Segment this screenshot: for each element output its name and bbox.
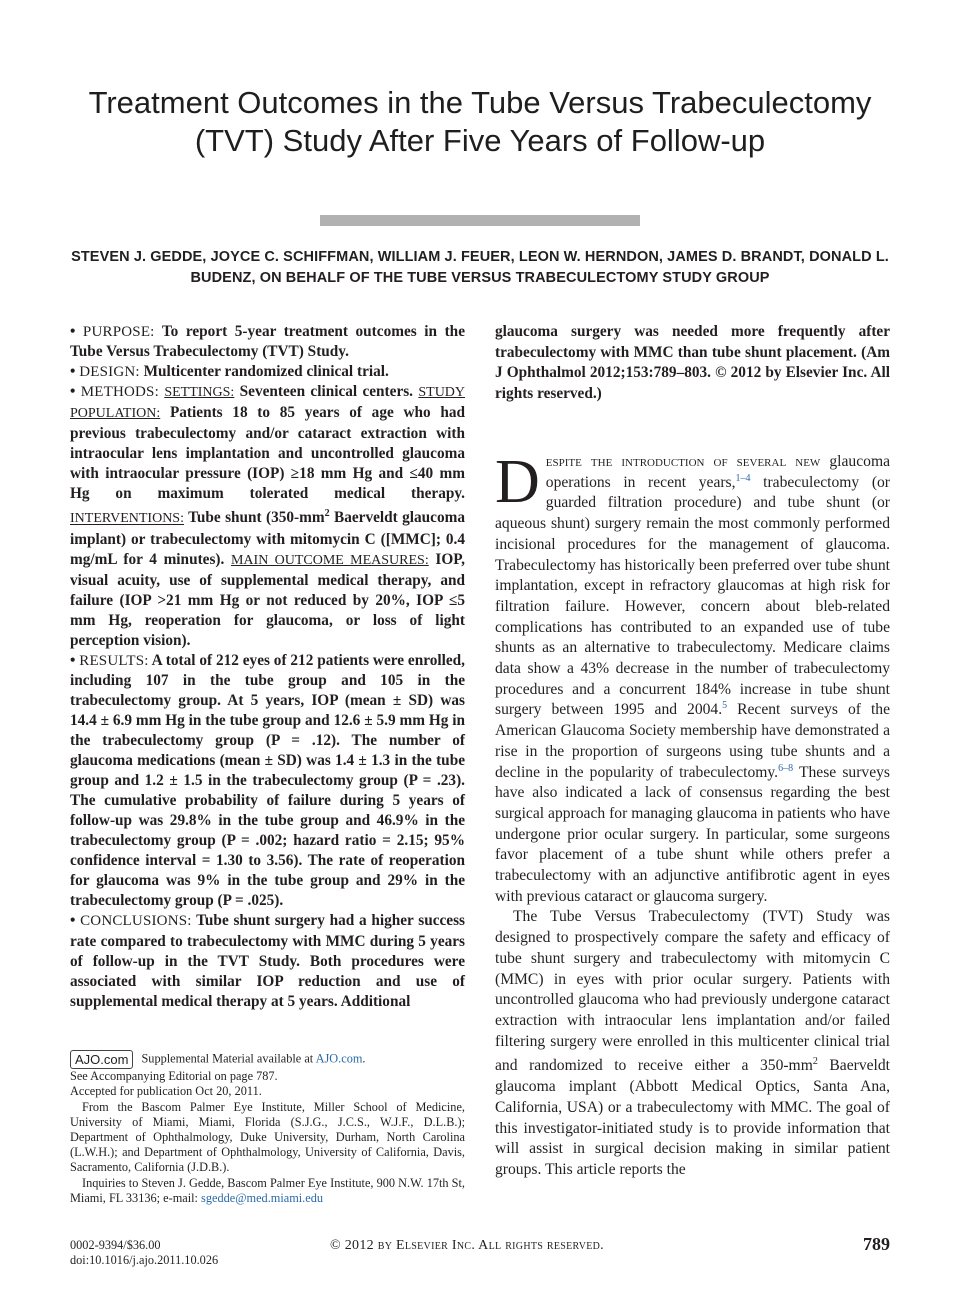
abstract-left-column xyxy=(70,322,465,1012)
inquiries-note xyxy=(70,1176,465,1206)
abstract-results: • RESULTS: A total of 212 eyes of 212 patients were enrolled, including 107 in the tube group and 105 in the trabeculectomy group. At 5 years, IOP (mean ± SD) was 14.4 ± 6.9 mm Hg in the tube group and 12.6 ± 5.9 mm Hg in the trabeculectomy group (P = .12). The number of glaucoma medications (mean ± SD) was 1.4 ± 1.3 in the tube group and 1.2 ± 1.5 in the trabeculectomy group (P = .23). The cumulative probability of failure during 5 years of follow-up was 29.8% in the tube group and 46.9% in the trabeculectomy group (P = .002; hazard ratio = 2.15; 95% confidence interval = 1.30 to 3.56). The rate of reoperation for glaucoma was 9% in the tube group and 29% in the trabeculectomy group (P = .025). xyxy=(70,651,466,910)
population-text: Patients 18 to 85 years of age who had previous trabeculectomy and/or cataract extraction with intraocular lens implantation and uncontrolled glaucoma with intraocular pressure (IOP) ≥18 mm Hg and ≤40 mm Hg on maximum tolerated medical therapy. xyxy=(70,404,466,503)
doi: doi:10.1016/j.ajo.2011.10.026 xyxy=(70,1252,219,1267)
abstract-methods: • METHODS: SETTINGS: Seventeen clinical centers. STUDY POPULATION: Patients 18 to 85 years of age who had previous trabeculectomy and/or cataract extraction with intraocular lens implantation and uncontrolled glaucoma with intraocular pressure (IOP) ≥18 mm Hg and ≤40 mm Hg on maximum tolerated medical therapy. INTERVENTIONS: Tube shunt ($350-mm^2$ Baerveldt glaucoma implant) or trabeculectomy with mitomycin C ([MMC]; 0.4 mg/mL for 4 minutes). MAIN OUTCOME MEASURES: IOP, visual acuity, use of supplemental medical therapy, and failure (IOP >21 mm Hg or not reduced by 20%, IOP ≤5 mm Hg, reoperation for glaucoma, or loss of light perception vision). xyxy=(70,383,466,649)
copyright-notice: © 2012 by Elsevier Inc. All rights reserved. xyxy=(330,1238,604,1253)
body-paragraph-2 xyxy=(495,907,890,1180)
settings-label: SETTINGS: xyxy=(164,385,235,401)
title-divider xyxy=(320,215,640,226)
design-text: Multicenter randomized clinical trial. xyxy=(143,363,389,381)
body-p2-b: Baerveldt glaucoma implant (Abbott Medical Optics, Santa Ana, California, USA) or a trabeculectomy with MMC. The goal of this investigator-initiated study is to provide information that will assist in surgical decision making in similar patient groups. This article reports the xyxy=(495,1057,890,1179)
citation-6-8[interactable]: 6–8 xyxy=(778,762,794,774)
supplemental-note xyxy=(70,1050,465,1069)
outcomes-label: MAIN OUTCOME MEASURES: xyxy=(230,552,429,568)
abstract-continuation: glaucoma surgery was needed more frequently after trabeculectomy with MMC than tube shunt placement. (Am J Ophthalmol 2012;153:789–803. © 2012 by Elsevier Inc. All rights reserved.) xyxy=(495,323,890,402)
abstract-design: • DESIGN: Multicenter randomized clinical trial. xyxy=(70,363,389,381)
body-p2-sup: 2 xyxy=(812,1056,818,1068)
drop-cap: D xyxy=(495,448,540,516)
inquiries-text: Inquiries to Steven J. Gedde, Bascom Palmer Eye Institute, 900 N.W. 17th St, Miami, FL 33136; e-mail: xyxy=(70,1175,465,1205)
body-paragraph-1 xyxy=(495,448,891,907)
ajo-link[interactable]: AJO.com xyxy=(315,1051,363,1066)
editorial-note: See Accompanying Editorial on page 787. xyxy=(70,1069,278,1084)
author-list: STEVEN J. GEDDE, JOYCE C. SCHIFFMAN, WILLIAM J. FEUER, LEON W. HERNDON, JAMES D. BRANDT, DONALD L. BUDENZ, ON BEHALF OF THE TUBE VERSUS TRABECULECTOMY STUDY GROUP xyxy=(71,249,889,286)
citation-1-4[interactable]: 1–4 xyxy=(735,472,751,484)
interventions-text-b: Baerveldt glaucoma implant) or trabeculectomy with mitomycin C ([MMC]; 0.4 mg/mL for 4 minutes). xyxy=(70,509,465,568)
population-label: STUDY POPULATION: xyxy=(70,385,466,422)
accepted-note: Accepted for publication Oct 20, 2011. xyxy=(70,1084,262,1099)
interventions-text-a: Tube shunt (350-mm xyxy=(188,509,325,527)
body-p1-a: glaucoma operations in recent years, xyxy=(545,453,890,491)
abstract-conclusions: • CONCLUSIONS: Tube shunt surgery had a higher success rate compared to trabeculectomy with MMC during 5 years of follow-up in the TVT Study. Both procedures were associated with similar IOP reduction and use of supplemental medical therapy at 5 years. Additional xyxy=(70,912,465,1010)
citation-5[interactable]: 5 xyxy=(722,700,728,712)
intro-smallcaps: espite the introduction of several new xyxy=(545,453,821,470)
settings-text: Seventeen clinical centers. xyxy=(239,383,414,401)
conclusions-label: CONCLUSIONS: xyxy=(80,913,192,930)
footer-identifiers xyxy=(70,1238,218,1267)
article-title: Treatment Outcomes in the Tube Versus Trabeculectomy (TVT) Study After Five Years of Follow-up xyxy=(88,85,872,158)
body-p1-b: trabeculectomy (or guarded filtration procedure) and tube shunt (or aqueous shunt) surgery remain the most commonly performed incisional procedures for the management of glaucoma. Trabeculectomy has historically been preferred over tube shunt implantation, except in refractory glaucomas at high risk for filtration failure. However, concern about bleb-related complications has contributed to an expanded use of tube shunts as an alternative to trabeculectomy. Medicare claims data show a 43% decrease in the number of trabeculectomy procedures and a concurrent 184% increase in tube shunt surgery between 1995 and 2004. xyxy=(495,473,891,719)
interventions-label: INTERVENTIONS: xyxy=(70,511,184,527)
body-p1-c: Recent surveys of the American Glaucoma Society membership have demonstrated a rise in the proportion of surgeons using tube shunts and a decline in the popularity of trabeculectomy. xyxy=(495,701,890,781)
page-number: 789 xyxy=(863,1234,890,1254)
footnotes xyxy=(70,1050,465,1206)
methods-label: METHODS: xyxy=(80,384,159,401)
issn: 0002-9394/$36.00 xyxy=(70,1238,161,1252)
affiliations-note: From the Bascom Palmer Eye Institute, Miller School of Medicine, University of Miami, Miami, Florida (S.J.G., J.C.S., W.J.F., D.L.B.); Department of Ophthalmology, Duke University, Durham, North Carolina (L.W.H.); and Department of Ophthalmology, University of California, Davis, Sacramento, California (J.D.B.). xyxy=(70,1099,465,1175)
body-text-column xyxy=(495,448,891,1181)
design-label: DESIGN: xyxy=(79,364,140,381)
supplemental-text: Supplemental Material available at xyxy=(141,1051,316,1066)
outcomes-text: IOP, visual acuity, use of supplemental medical therapy, and failure (IOP >21 mm Hg or not reduced by 20%, IOP ≤5 mm Hg, reoperation for glaucoma, or loss of light perception vision). xyxy=(70,550,465,649)
email-link[interactable]: sgedde@med.miami.edu xyxy=(201,1190,324,1205)
body-p2-a: The Tube Versus Trabeculectomy (TVT) Study was designed to prospectively compare the safety and efficacy of tube shunt surgery and trabeculectomy with mitomycin C (MMC) in eyes with prior ocular surgery. Patients with uncontrolled glaucoma who had previously undergone cataract extraction with intraocular lens implantation and/or failed filtering surgery were enrolled in this multicenter clinical trial and randomized to receive either a 350-mm xyxy=(495,908,890,1075)
interventions-sup: 2 xyxy=(324,508,330,520)
results-text: A total of 212 eyes of 212 patients were enrolled, including 107 in the tube group and 105 in the trabeculectomy group. At 5 years, IOP (mean ± SD) was 14.4 ± 6.9 mm Hg in the tube group and 12.6 ± 5.9 mm Hg in the trabeculectomy group (P = .12). The number of glaucoma medications (mean ± SD) was 1.4 ± 1.3 in the tube group and 1.2 ± 1.5 in the trabeculectomy group (P = .23). The cumulative probability of failure during 5 years of follow-up was 29.8% in the tube group and 46.9% in the trabeculectomy group (P = .002; hazard ratio = 2.15; 95% confidence interval = 1.30 to 3.56). The rate of reoperation for glaucoma was 9% in the tube group and 29% in the trabeculectomy group (P = .025). xyxy=(70,651,466,910)
purpose-label: PURPOSE: xyxy=(82,324,155,340)
abstract-purpose: • PURPOSE: To report 5-year treatment outcomes in the Tube Versus Trabeculectomy (TVT) Study. xyxy=(70,323,465,361)
purpose-text: To report 5-year treatment outcomes in the Tube Versus Trabeculectomy (TVT) Study. xyxy=(70,323,465,361)
supplemental-period: . xyxy=(362,1051,366,1066)
body-p1-d: These surveys have also indicated a lack of consensus regarding the best surgical approach for managing glaucoma in patients who have undergone prior ocular surgery. In particular, some surgeons favor placement of a tube shunt while others prefer a trabeculectomy with an adjunctive antifibrotic agent in eyes with previous cataract or glaucoma surgery. xyxy=(495,763,891,905)
ajo-logo: AJO.com xyxy=(70,1050,133,1069)
results-label: RESULTS: xyxy=(79,652,149,669)
conclusions-text-a: Tube shunt surgery had a higher success rate compared to trabeculectomy with MMC during 5 years of follow-up in the TVT Study. Both procedures were associated with similar IOP reduction and use of supplemental medical therapy at 5 years. Additional xyxy=(70,912,465,1010)
